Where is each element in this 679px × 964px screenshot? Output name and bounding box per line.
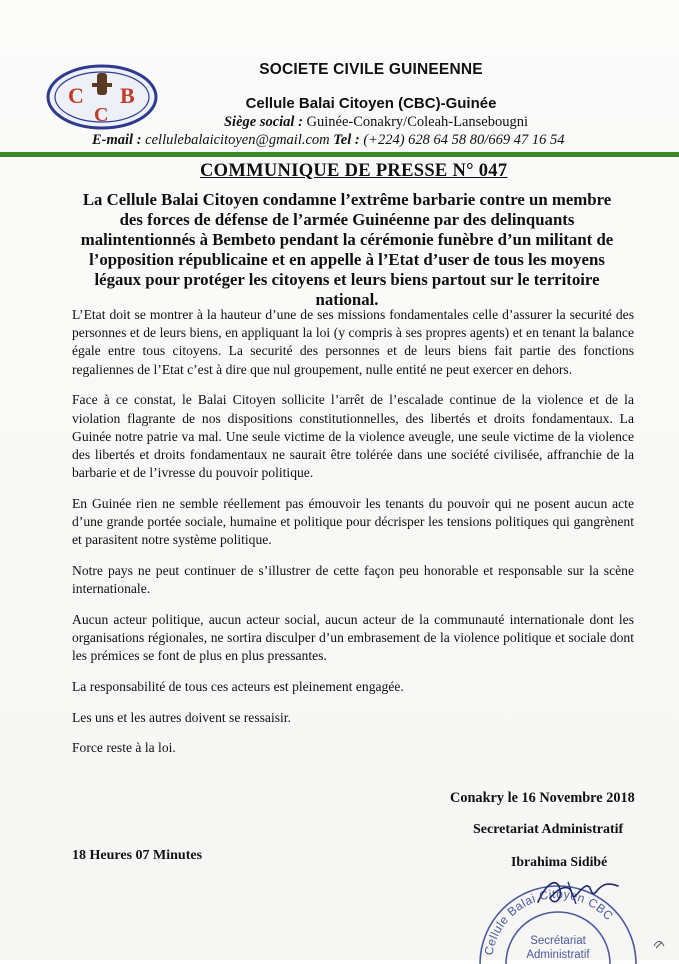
body-paragraph: Notre pays ne peut continuer de s’illustrer de cette façon peu honorable et responsable sur la scène internationale. xyxy=(72,562,634,597)
body-paragraph: La responsabilité de tous ces acteurs est pleinement engagée. xyxy=(72,678,404,694)
stamp-inner-line1: Secrétariat xyxy=(530,935,586,947)
logo-letter-c-left: C xyxy=(68,83,84,108)
body-paragraph: Face à ce constat, le Balai Citoyen sollicite l’arrêt de l’escalade continue de la violence et de la violation flagrante de nos dispositions constitutionnelles, des libertés et droits fondamentaux. La Guinée notre patrie va mal. Une seule victime de la violence aveugle, une seule victime de la violence des libertés et droits fondamentaux ne saurait être tolérée dans une société civilisée, affranchie de la barbarie et de l’ivresse du pouvoir politique. xyxy=(72,392,634,481)
logo-letter-c-center: C xyxy=(94,104,109,126)
release-time: 18 Heures 07 Minutes xyxy=(72,848,203,863)
press-release-headline: La Cellule Balai Citoyen condamne l’extrême barbarie contre un membre des forces de défense de l’armée Guinéenne par des delinquants malintentionnés à Bembeto pendant la cérémonie funèbre d’un militant de l’opposition républicaine et en appelle à l’Etat d’user de tous les moyens légaux pour protéger les citoyens et leurs biens partout sur le territoire national. xyxy=(80,190,614,309)
email-value: cellulebalaicitoyen@gmail.com xyxy=(141,132,334,148)
phone-value: (+224) 628 64 58 80/669 47 16 54 xyxy=(359,132,565,148)
stamp-inner-line2: Administratif xyxy=(526,949,590,961)
header-divider xyxy=(0,152,679,157)
organization-name: SOCIETE CIVILE GUINEENNE xyxy=(259,61,483,78)
contact-line xyxy=(92,132,652,149)
logo-letter-b: B xyxy=(120,83,135,108)
cell-name: Cellule Balai Citoyen (CBC)-Guinée xyxy=(245,95,497,112)
head-office-label: Siège social : xyxy=(223,114,303,130)
scribble-mark xyxy=(652,936,666,950)
press-release-title: COMMUNIQUE DE PRESSE N° 047 xyxy=(200,161,508,181)
stamp-ring-text: Cellule Balai Citoyen CBC xyxy=(481,886,617,957)
body-text xyxy=(72,306,634,770)
signatory-name: Ibrahima Sidibé xyxy=(511,854,608,869)
email-label: E-mail : xyxy=(92,132,142,148)
body-paragraph: L’Etat doit se montrer à la hauteur d’une de ses missions fondamentales celle d’assurer la securité des personnes et de leurs biens, en appliquant la loi (y compris à ses propres agents) et en tenant la balance égale entre tous citoyens. La securité des personnes et de leurs biens fait partie des fonctions regaliennes de l’Etat c’est à dire que nul groupement, nulle entité ne peut exercer en dehors. xyxy=(72,307,634,377)
body-paragraph: En Guinée rien ne semble réellement pas émouvoir les tenants du pouvoir qui ne posent aucun acte d’une grande portée sociale, humaine et politique pour décrisper les tensions politiques qui gangrènent et parasitent notre système politique. xyxy=(72,495,634,548)
body-paragraph: Force reste à la loi. xyxy=(72,740,176,756)
cbc-logo xyxy=(46,63,158,131)
body-paragraph: Les uns et les autres doivent se ressaisir. xyxy=(72,709,291,725)
place-and-date: Conakry le 16 Novembre 2018 xyxy=(450,790,635,806)
handwritten-signature xyxy=(530,872,625,912)
secretariat-title: Secretariat Administratif xyxy=(473,822,624,837)
phone-label: Tel : xyxy=(333,132,360,148)
head-office-line xyxy=(185,114,567,131)
body-paragraph: Aucun acteur politique, aucun acteur social, aucun acteur de la communauté internationale dont les organisations régionales, ne sortira disculper d’un embrasement de la violence politique et sociale dont les prémices se font de plus en plus pressantes. xyxy=(72,611,634,664)
head-office-value: Guinée-Conakry/Coleah-Lansebougni xyxy=(302,114,529,130)
